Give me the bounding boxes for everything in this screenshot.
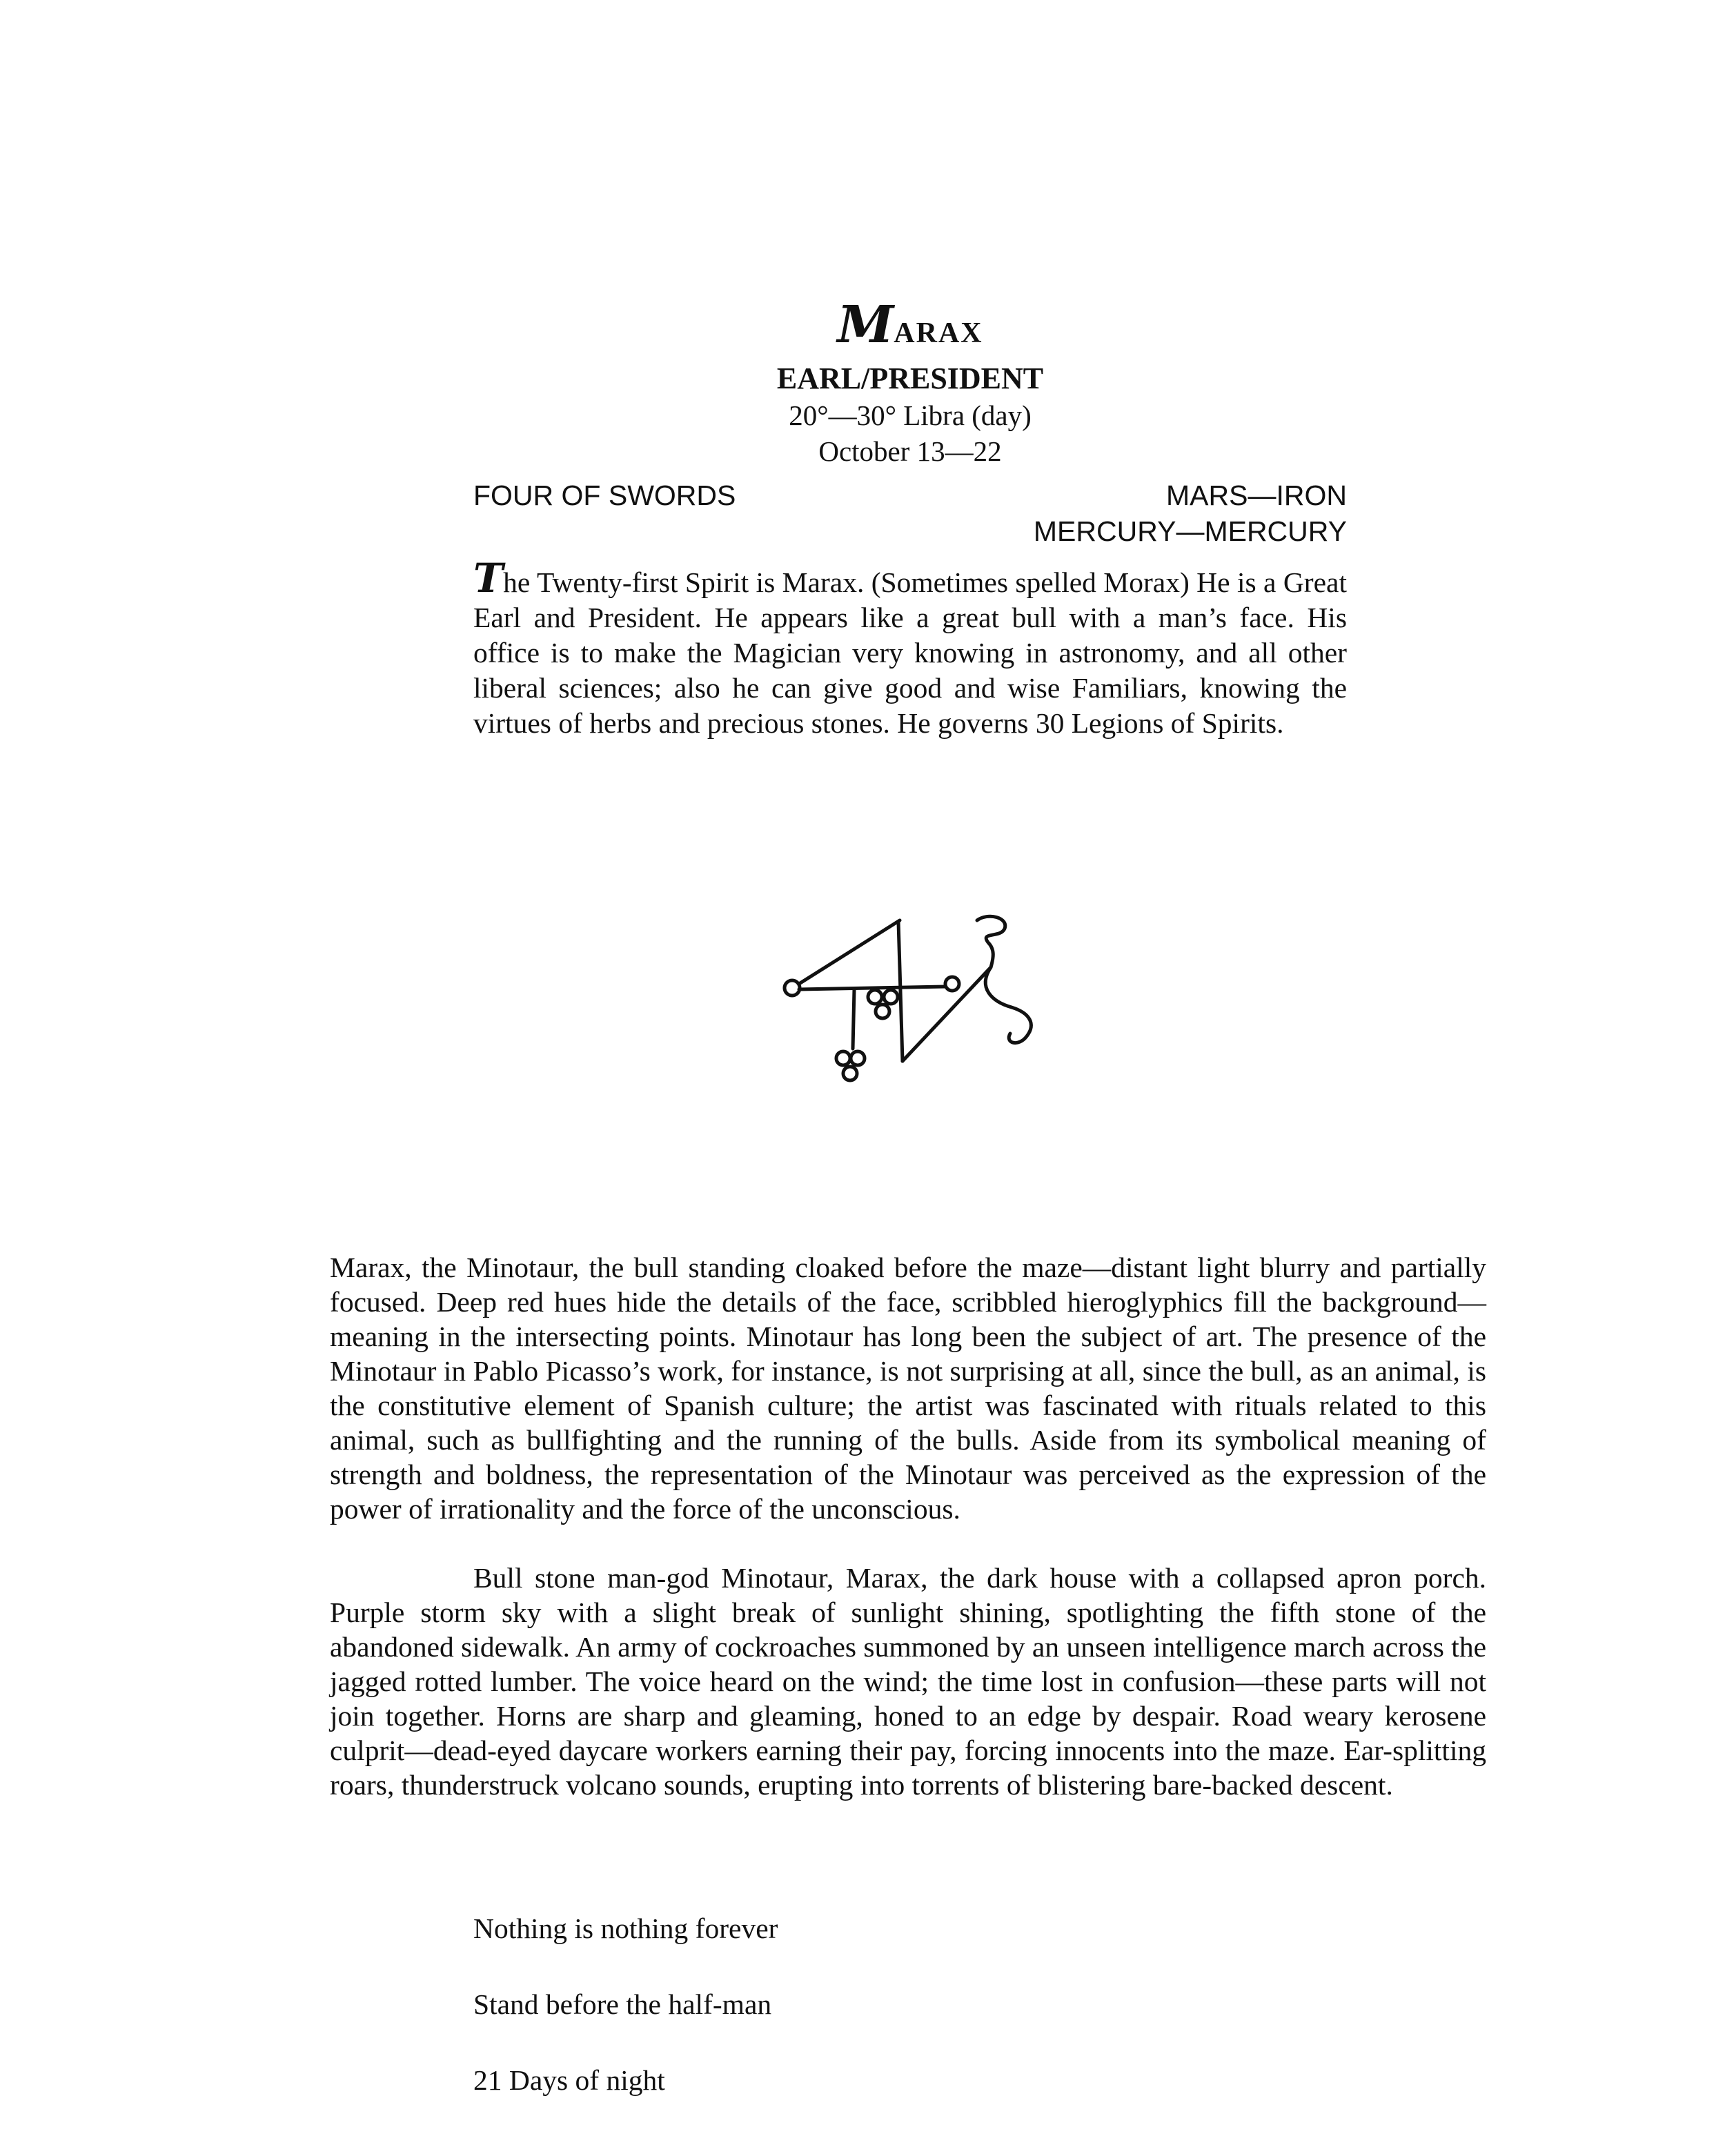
spirit-entry <box>473 295 1347 741</box>
spirit-rank: EARL/PRESIDENT <box>776 362 1044 395</box>
marax-sigil <box>773 911 1049 1111</box>
commentary <box>330 1250 1486 1837</box>
date-range: October 13—22 <box>818 435 1002 467</box>
sigil-left-diagonal <box>799 920 900 984</box>
sigil-left-circle <box>785 980 800 996</box>
sigil-upper-hook <box>977 916 1005 967</box>
title-rest: ARAX <box>894 317 983 349</box>
verse-line-2: Stand before the half-man <box>473 1988 772 2020</box>
sigil-main-vertical <box>898 922 903 1061</box>
verse-line-1: Nothing is nothing forever <box>473 1912 778 1944</box>
planet-metal-1: MARS—IRON <box>1166 479 1347 511</box>
sigil-triple-circle-1 <box>868 990 882 1004</box>
planet-metals <box>1034 477 1347 549</box>
spirit-title <box>473 295 1347 355</box>
tarot-card: FOUR OF SWORDS <box>473 479 736 511</box>
sigil-bottom-circle-3 <box>843 1067 857 1080</box>
sigil-bottom-circle-2 <box>851 1051 865 1065</box>
verse <box>473 1911 778 2139</box>
planet-metal-2: MERCURY—MERCURY <box>1033 515 1347 547</box>
commentary-paragraph-2: Bull stone man-god Minotaur, Marax, the dark house with a collapsed apron porch. Purple storm sky with a slight break of sunlight shining, spotlighting the fifth stone of the abandoned sidewalk. An army of cockroaches summoned by an unseen intelligence march across the jagged rotted lumber. The voice heard on the wind; the time lost in confusion—these parts will not join together. Horns are sharp and gleaming, honed to an edge by despair. Road weary kerosene culprit—dead-eyed daycare workers earning their pay, forcing innocents into the maze. Ear-splitting roars, thunderstruck volcano sounds, erupting into torrents of blistering bare-backed descent. <box>330 1562 1486 1801</box>
description-initial: T <box>473 555 504 602</box>
spirit-description <box>473 555 1347 741</box>
title-initial: M <box>837 295 894 355</box>
commentary-paragraph-1: Marax, the Minotaur, the bull standing cloaked before the maze—distant light blurry and partially focused. Deep red hues hide the details of the face, scribbled hieroglyphics fill the background—meaning in the intersecting points. Minotaur has long been the subject of art. The presence of the Minotaur in Pablo Picasso’s work, for instance, is not surprising at all, since the bull, as an animal, is the constitutive element of Spanish culture; the artist was fascinated with rituals related to this animal, such as bullfighting and the running of the bulls. Aside from its symbolical meaning of strength and boldness, the representation of the Minotaur was perceived as the expression of the power of irrationality and the force of the unconscious. <box>330 1252 1486 1525</box>
sigil-left-stem <box>853 989 854 1049</box>
sigil-lower-hook <box>985 967 1031 1043</box>
sigil-right-circle <box>945 977 959 991</box>
sigil-bottom-circle-1 <box>836 1051 850 1065</box>
zodiac-degrees: 20°—30° Libra (day) <box>789 399 1032 431</box>
description-text: he Twenty-first Spirit is Marax. (Sometimes spelled Morax) He is a Great Earl and President. He appears like a great bull with a man’s face. His office is to make the Magician very knowing in astronomy, and all other liberal sciences; also he can give good and wise Familiars, knowing the virtues of herbs and precious stones. He governs 30 Legions of Spirits. <box>473 566 1347 739</box>
verse-line-3: 21 Days of night <box>473 2064 665 2096</box>
correspondences <box>473 477 1347 549</box>
sigil-triple-circle-2 <box>884 990 898 1004</box>
sigil-triple-circle-3 <box>876 1005 889 1018</box>
